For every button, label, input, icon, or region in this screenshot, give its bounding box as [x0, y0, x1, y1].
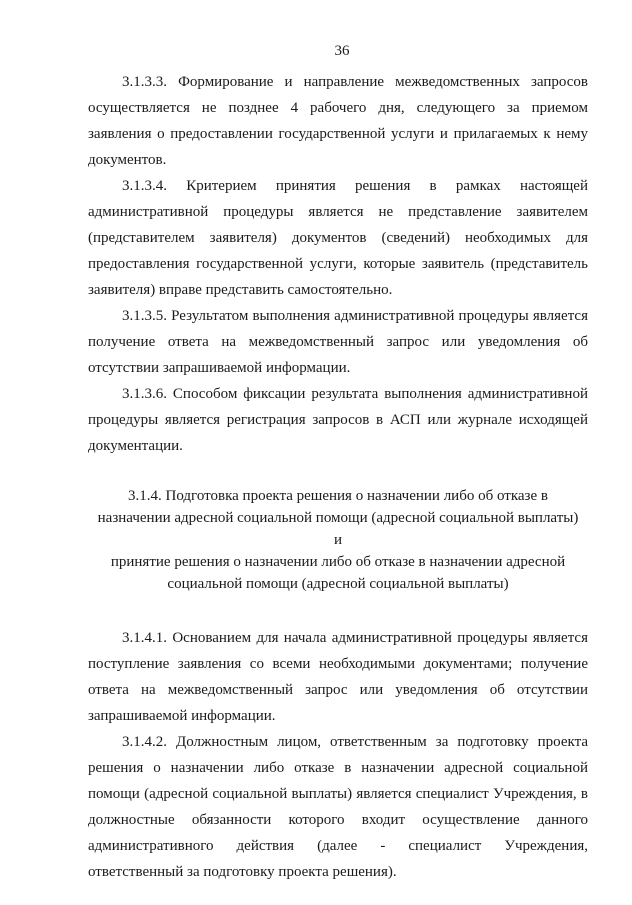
section-heading-line: принятие решения о назначении либо об отказе в назначении адресной — [110, 554, 566, 570]
section-heading-line: назначении адресной социальной помощи (адресной социальной выплаты) и — [97, 510, 579, 548]
section-heading-line: социальной помощи (адресной социальной выплаты) — [167, 576, 509, 592]
paragraph-3-1-4-1: 3.1.4.1. Основанием для начала административной процедуры является поступление заявления со всеми необходимыми документами; получение ответа на межведомственный запрос или уведомления об отсутствии запрашиваемой информации. — [88, 630, 588, 724]
section-heading-3-1-4 — [88, 485, 588, 595]
paragraph-3-1-3-3: 3.1.3.3. Формирование и направление межведомственных запросов осуществляется не позднее 4 рабочего дня, следующего за приемом заявления о предоставлении государственной услуги и прилагаемых к нему документов. — [88, 74, 588, 168]
paragraph-3-1-3-5: 3.1.3.5. Результатом выполнения административной процедуры является получение ответа на межведомственный запрос или уведомления об отсутствии запрашиваемой информации. — [88, 308, 588, 376]
paragraph-3-1-3-6: 3.1.3.6. Способом фиксации результата выполнения административной процедуры является регистрация запросов в АСП или журнале исходящей документации. — [88, 386, 588, 454]
paragraph-3-1-4-2: 3.1.4.2. Должностным лицом, ответственным за подготовку проекта решения о назначении либо отказе в назначении адресной социальной помощи (адресной социальной выплаты) является специалист Учреждения, в должностные обязанности которого входит осуществление данного административного действия (далее - специалист Учреждения, ответственный за подготовку проекта решения). — [88, 734, 588, 880]
page-number: 36 — [334, 43, 350, 59]
paragraph-3-1-3-4: 3.1.3.4. Критерием принятия решения в рамках настоящей административной процедуры является не представление заявителем (представителем заявителя) документов (сведений) необходимых для предоставления государственной услуги, которые заявитель (представитель заявителя) вправе представить самостоятельно. — [88, 178, 588, 298]
section-heading-line: 3.1.4. Подготовка проекта решения о назначении либо об отказе в — [128, 488, 548, 504]
